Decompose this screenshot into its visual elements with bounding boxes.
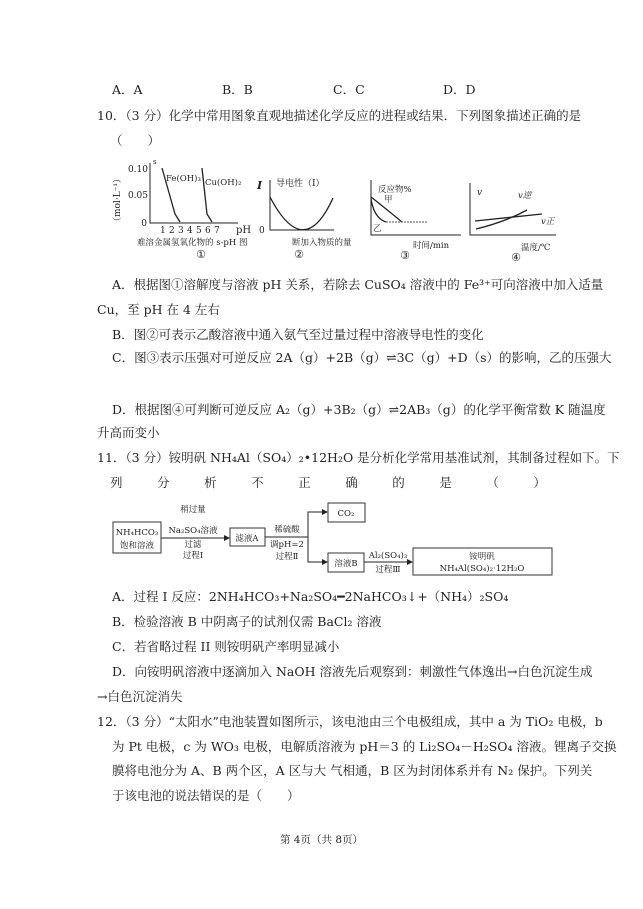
fig1-curve1-label: Fe(OH)₃ bbox=[166, 174, 201, 184]
q11-option-d: D．向铵明矾溶液中逐滴加入 NaOH 溶液先后观察到：刺激性气体逸出→白色沉淀生成 bbox=[112, 664, 593, 679]
stem-char: 不 bbox=[251, 475, 264, 490]
fig3-number: ③ bbox=[400, 249, 410, 262]
flow-text: 铵明矾 bbox=[469, 552, 495, 562]
fig1-x-tick: 3 bbox=[178, 226, 184, 236]
fig4-curve-vzheng bbox=[475, 214, 542, 221]
q9-option-d: D．D bbox=[443, 82, 476, 97]
fig3-x-label: 时间/min bbox=[413, 241, 450, 251]
figure-3 bbox=[371, 180, 461, 262]
q12-stem-3: 膜将电池分为 A、B 两个区，A 区与大 气相通，B 区为封闭体系并有 N₂ 保护。下列关 bbox=[112, 763, 593, 778]
fig2-number: ② bbox=[294, 248, 304, 261]
fig2-origin: 0 bbox=[259, 226, 265, 236]
figure-1 bbox=[112, 158, 251, 261]
q9-option-a: A．A bbox=[112, 82, 143, 97]
q10-stem: 10．（3 分）化学中常用图象直观地描述化学反应的进程或结果．下列图象描述正确的是 bbox=[97, 108, 582, 123]
fig1-y-tick: 0.05 bbox=[127, 191, 148, 201]
q10-option-a: A．根据图①溶解度与溶液 pH 关系，若除去 CuSO₄ 溶液中的 Fe³⁺可向溶液中加入适量 bbox=[112, 277, 604, 292]
stem-char: 列 bbox=[110, 475, 123, 490]
q10-option-d: D．根据图④可判断可逆反应 A₂（g）+3B₂（g）⇌2AB₃（g）的化学平衡常数 K 随温度 bbox=[112, 402, 606, 417]
fig4-curve2-label: v正 bbox=[541, 217, 555, 227]
flow-text: CO₂ bbox=[337, 509, 355, 519]
flow-text: 调pH=2 bbox=[270, 540, 304, 550]
fig3-curve2-label: 乙 bbox=[373, 224, 382, 234]
page-footer: 第 4页（共 8页） bbox=[279, 834, 364, 846]
fig1-x-label: pH bbox=[236, 225, 252, 236]
stem-char: ） bbox=[533, 475, 546, 490]
q10-option-a-cont: Cu，至 pH 在 4 左右 bbox=[97, 302, 220, 317]
fig1-y-tick: 0.10 bbox=[127, 165, 148, 175]
fig1-x-tick: 7 bbox=[214, 226, 220, 236]
stem-char: 的 bbox=[392, 475, 405, 490]
q9-option-b: B．B bbox=[222, 82, 253, 97]
flow-text: NH₄Al(SO₄)₂·12H₂O bbox=[439, 564, 525, 574]
fig2-x-label: 断加入物质的量 bbox=[292, 238, 352, 248]
fig3-curve1-label: 甲 bbox=[384, 195, 393, 205]
q10-option-c: C．图③表示压强对可逆反应 2A（g）+2B（g）⇌3C（g）+D（s）的影响，乙的压强大 bbox=[112, 350, 612, 365]
q11-stem: 11．（3 分）铵明矾 NH₄Al（SO₄）₂•12H₂O 是分析化学常用基准试剂，其制备过程如下。下 bbox=[97, 450, 620, 465]
flow-text: 稀硫酸 bbox=[274, 525, 300, 535]
q10-answer-paren: （ ） bbox=[110, 133, 161, 148]
fig1-x-tick: 1 bbox=[160, 226, 166, 236]
flow-text: 过程Ⅱ bbox=[275, 552, 299, 562]
flow-text: NH₄HCO₃ bbox=[115, 528, 159, 538]
flow-text: 过程Ⅰ bbox=[182, 551, 204, 561]
fig4-y-label: v bbox=[477, 188, 483, 198]
fig1-y-unit: （mol·L⁻¹） bbox=[113, 173, 123, 227]
arrowhead bbox=[322, 509, 328, 515]
q9-option-c: C．C bbox=[333, 82, 365, 97]
stem-char: 正 bbox=[298, 475, 311, 490]
fig1-y-sup: s bbox=[153, 158, 157, 166]
fig1-number: ① bbox=[196, 248, 206, 261]
figure-4 bbox=[470, 183, 556, 264]
q12-stem-1: 12．（3 分）“太阳水”电池装置如图所示，该电池由三个电极组成，其中 a 为 TiO₂ 电极，b bbox=[97, 714, 603, 729]
fig1-curve2-label: Cu(OH)₂ bbox=[205, 178, 242, 188]
q12-stem-2: 为 Pt 电极，c 为 WO₃ 电极，电解质溶液为 pH＝3 的 Li₂SO₄－H₂SO₄ 溶液。锂离子交换 bbox=[112, 739, 617, 754]
flow-branch bbox=[308, 512, 326, 562]
fig4-number: ④ bbox=[511, 251, 521, 264]
q10-option-d-cont: 升高而变小 bbox=[97, 425, 160, 440]
fig1-x-tick: 6 bbox=[205, 226, 211, 236]
flow-text: Na₂SO₄溶液 bbox=[168, 526, 218, 536]
fig2-curve bbox=[270, 197, 333, 230]
q11-option-a: A．过程 I 反应：2NH₄HCO₃+Na₂SO₄━2NaHCO₃↓+（NH₄）₂SO₄ bbox=[112, 589, 509, 604]
q12-stem-4: 于该电池的说法错误的是（ ） bbox=[112, 788, 300, 803]
q11-option-b: B．检验溶液 B 中阴离子的试剂仅需 BaCl₂ 溶液 bbox=[112, 614, 382, 629]
flow-text: 饱和溶液 bbox=[119, 541, 155, 551]
flow-text: 稍过量 bbox=[180, 505, 206, 515]
stem-char: 析 bbox=[204, 475, 217, 490]
fig4-x-label: 温度/℃ bbox=[521, 243, 551, 253]
fig4-curve1-label: v逆 bbox=[518, 191, 532, 201]
q11-option-d-cont: →白色沉淀消失 bbox=[97, 689, 183, 704]
stem-char: 是 bbox=[439, 475, 452, 490]
flow-text: 过程Ⅲ bbox=[375, 565, 401, 575]
fig1-curve-cuoh2 bbox=[202, 168, 212, 222]
figure-2 bbox=[256, 177, 352, 261]
fig2-y-title: 导电性（I） bbox=[276, 179, 325, 189]
flow-text: 溶液B bbox=[334, 559, 358, 569]
arrowhead bbox=[407, 559, 413, 565]
arrowhead bbox=[322, 559, 328, 565]
fig1-caption: 难溶金属氢氧化物的 s-pH 图 bbox=[137, 238, 248, 248]
fig1-x-tick: 5 bbox=[196, 226, 202, 236]
q10-option-b: B．图②可表示乙酸溶液中通入氨气至过量过程中溶液导电性的变化 bbox=[112, 327, 484, 342]
fig1-y-tick: 0 bbox=[141, 219, 147, 229]
flow-text: 滤液A bbox=[235, 534, 259, 544]
fig1-x-tick: 2 bbox=[169, 226, 175, 236]
fig3-y-title: 反应物% bbox=[378, 185, 412, 195]
fig2-y-label: I bbox=[257, 179, 263, 192]
q11-stem-cont bbox=[110, 475, 546, 491]
stem-char: 分 bbox=[157, 475, 170, 490]
fig1-x-tick: 4 bbox=[187, 226, 193, 236]
q11-option-c: C．若省略过程 II 则铵明矾产率明显减小 bbox=[112, 639, 340, 654]
arrowhead bbox=[224, 535, 230, 541]
stem-char: 确 bbox=[345, 475, 358, 490]
q11-flowchart bbox=[113, 503, 552, 575]
stem-char: （ bbox=[486, 475, 499, 490]
flow-text: Al₂(SO₄)₃ bbox=[368, 551, 408, 561]
flow-text: 过滤 bbox=[184, 540, 202, 550]
